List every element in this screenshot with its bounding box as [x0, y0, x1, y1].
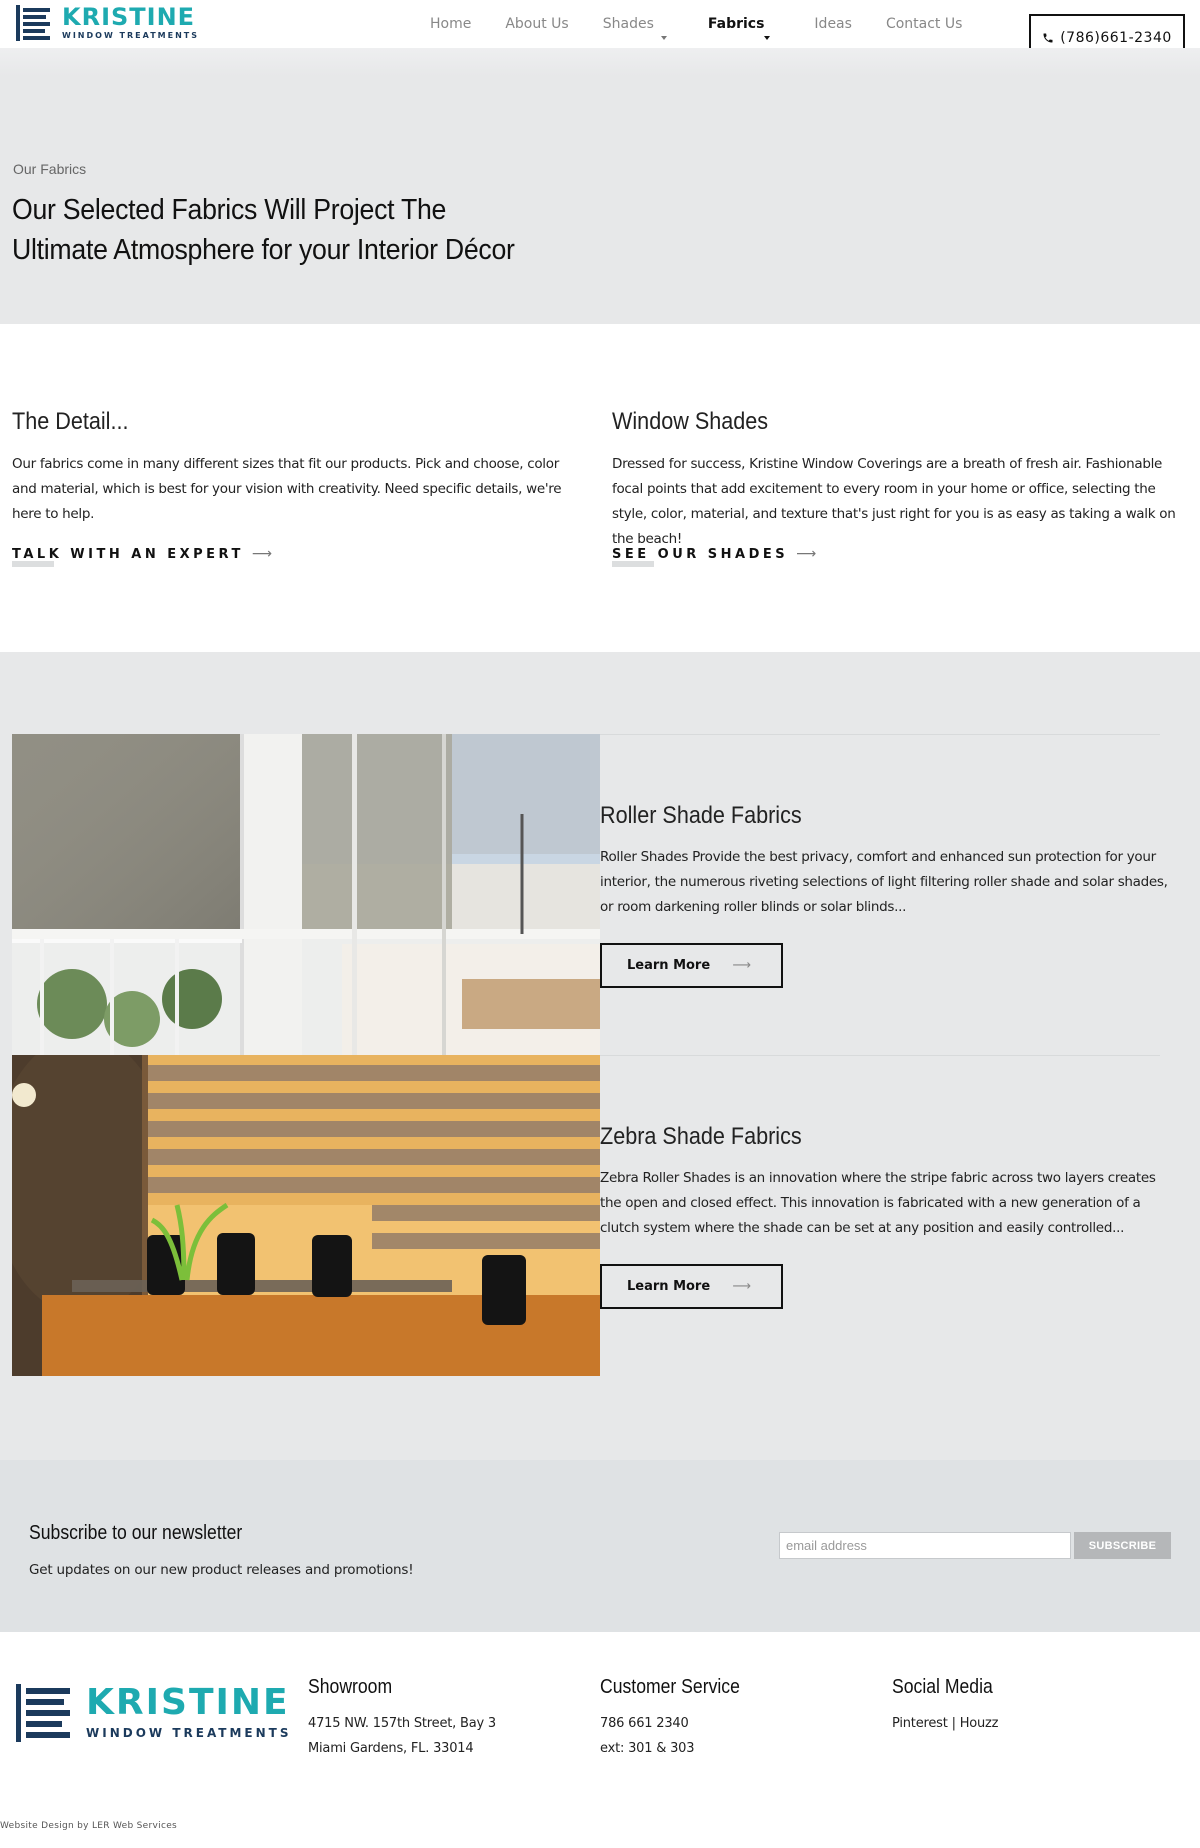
zebra-shade-image: [12, 1055, 600, 1376]
window-shades-column: [612, 408, 1182, 552]
footer-logo-name: KRISTINE: [86, 1682, 290, 1723]
houzz-link[interactable]: Houzz: [959, 1716, 999, 1731]
chevron-down-icon: [661, 36, 667, 40]
hero-title: Our Selected Fabrics Will Project The Ultimate Atmosphere for your Interior Décor: [12, 194, 515, 266]
service-phone[interactable]: 786 661 2340: [600, 1716, 689, 1731]
talk-with-expert-link[interactable]: TALK WITH AN EXPERT ⟶: [12, 546, 272, 562]
arrow-right-icon: ⟶: [732, 958, 751, 973]
showroom-address-line: 4715 NW. 157th Street, Bay 3: [308, 1716, 496, 1731]
newsletter-subtitle: Get updates on our new product releases and promotions!: [29, 1562, 414, 1578]
footer-logo[interactable]: [16, 1684, 292, 1742]
site-header: [0, 0, 1200, 48]
roller-shade-description: Roller Shades Provide the best privacy, comfort and enhanced sun protection for your interior, the numerous riveting selections of light filtering roller shade and solar shades, or room darkening roller blinds or solar blinds...: [600, 849, 1168, 915]
newsletter-section: [0, 1460, 1200, 1632]
social-links: [892, 1711, 1007, 1736]
customer-service-heading: Customer Service: [600, 1676, 740, 1698]
design-credit[interactable]: Website Design by LER Web Services: [0, 1821, 178, 1831]
see-our-shades-link[interactable]: SEE OUR SHADES ⟶: [612, 546, 816, 562]
nav-about-us[interactable]: About Us: [505, 16, 569, 32]
nav-contact-us[interactable]: Contact Us: [885, 16, 963, 32]
nav-fabrics[interactable]: Fabrics: [708, 16, 765, 32]
window-shades-body: Dressed for success, Kristine Window Coverings are a breath of fresh air. Fashionable focal points that add excitement to every room in your home or office, selecting the style, color, material, and texture that's just right for you is as easy as taking a walk on the beach!: [612, 456, 1176, 547]
hero-section: [0, 76, 1200, 324]
detail-heading: The Detail...: [12, 408, 129, 435]
roller-shade-title: Roller Shade Fabrics: [600, 802, 802, 829]
roller-learn-more-button[interactable]: Learn More ⟶: [600, 943, 783, 988]
social-media-column: [892, 1676, 1007, 1736]
zebra-learn-more-button[interactable]: Learn More ⟶: [600, 1264, 783, 1309]
detail-body: Our fabrics come in many different sizes that fit our products. Pick and choose, color and material, which is best for your vision with creativity. Need specific details, we're here to help.: [12, 456, 562, 522]
zebra-shade-title: Zebra Shade Fabrics: [600, 1123, 802, 1150]
newsletter-title: Subscribe to our newsletter: [29, 1522, 243, 1544]
divider: [600, 1055, 1160, 1056]
arrow-right-icon: ⟶: [796, 546, 817, 562]
detail-column: [12, 408, 582, 527]
chevron-down-icon: [764, 36, 770, 40]
zebra-shade-description: Zebra Roller Shades is an innovation where the stripe fabric across two layers creates the open and closed effect. This innovation is fabricated with a new generation of a clutch system where the shade can be set at any position and easily controlled...: [600, 1170, 1156, 1236]
window-shades-heading: Window Shades: [612, 408, 769, 435]
service-extension: ext: 301 & 303: [600, 1741, 695, 1756]
logo-tagline: WINDOW TREATMENTS: [62, 31, 199, 40]
showroom-column: [308, 1676, 496, 1761]
arrow-right-icon: ⟶: [732, 1279, 751, 1294]
nav-ideas[interactable]: Ideas: [814, 16, 852, 32]
phone-icon: [1042, 32, 1054, 44]
logo-name: KRISTINE: [62, 3, 196, 31]
email-input[interactable]: [779, 1532, 1071, 1559]
header-shadow: [0, 48, 1200, 76]
nav-home[interactable]: Home: [430, 16, 472, 32]
logo-blinds-icon: [16, 1684, 70, 1742]
phone-number: (786)661-2340: [1060, 30, 1172, 46]
roller-shade-image: [12, 734, 600, 1055]
subscribe-button[interactable]: SUBSCRIBE: [1074, 1532, 1171, 1559]
arrow-right-icon: ⟶: [251, 546, 272, 562]
logo-blinds-icon: [16, 5, 50, 41]
showroom-city-line: Miami Gardens, FL. 33014: [308, 1741, 474, 1756]
divider: [600, 734, 1160, 735]
social-media-heading: Social Media: [892, 1676, 993, 1698]
showroom-heading: Showroom: [308, 1676, 393, 1698]
separator: |: [947, 1716, 960, 1731]
customer-service-column: [600, 1676, 759, 1761]
main-nav: [430, 16, 962, 32]
site-logo[interactable]: [16, 5, 199, 41]
site-footer: [0, 1632, 1200, 1848]
nav-shades[interactable]: Shades: [603, 16, 654, 32]
hero-eyebrow: Our Fabrics: [13, 161, 87, 177]
pinterest-link[interactable]: Pinterest: [892, 1716, 948, 1731]
footer-logo-tagline: WINDOW TREATMENTS: [86, 1726, 292, 1740]
